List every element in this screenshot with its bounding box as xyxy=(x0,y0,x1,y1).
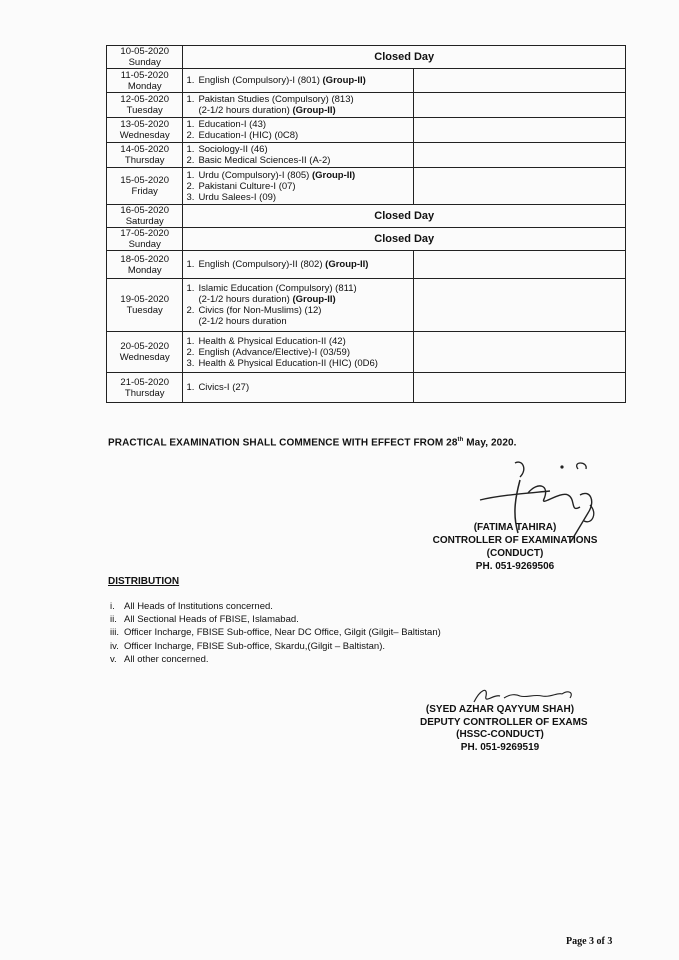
page-number: Page 3 of 3 xyxy=(566,936,613,947)
practical-sup: th xyxy=(457,437,464,443)
subjects-cell xyxy=(183,251,413,279)
table-row xyxy=(107,251,626,279)
closed-day-cell: Closed Day xyxy=(183,205,626,228)
subject-text-wrap xyxy=(198,75,409,86)
subject-list xyxy=(186,259,409,270)
subject-item xyxy=(186,155,409,166)
date-cell xyxy=(107,168,183,205)
subject-item xyxy=(186,144,409,155)
date-text: 18-05-2020 xyxy=(120,253,170,265)
subject-text-wrap xyxy=(198,119,409,130)
subject-text: English (Compulsory)-I (801) xyxy=(198,75,323,86)
subject-text-wrap xyxy=(198,283,409,305)
subject-text: Health & Physical Education-II (HIC) (0D6) xyxy=(198,357,378,369)
subject-item xyxy=(186,336,409,347)
deputy-name: (SYED AZHAR QAYYUM SHAH) xyxy=(425,704,575,715)
subject-number: 3. xyxy=(186,357,195,369)
subject-text: Health & Physical Education-II (42) xyxy=(198,335,346,347)
practical-notice xyxy=(108,437,517,448)
subjects-cell xyxy=(183,69,413,93)
table-row xyxy=(107,332,626,373)
roman-numeral: iv. xyxy=(110,640,119,652)
subject-number: 1. xyxy=(186,283,195,294)
blank-cell xyxy=(413,332,625,373)
closed-day-cell: Closed Day xyxy=(183,228,626,251)
date-sheet-table xyxy=(106,45,626,403)
roman-numeral: ii. xyxy=(110,614,117,626)
subject-text: Urdu Salees-I (09) xyxy=(198,191,277,203)
subject-text: Basic Medical Sciences-II (A-2) xyxy=(198,155,331,166)
day-text: Thursday xyxy=(124,155,165,166)
date-text: 13-05-2020 xyxy=(120,119,170,130)
date-cell xyxy=(107,205,183,228)
subject-number: 1. xyxy=(186,169,195,181)
duration-text: (2-1/2 hours duration xyxy=(198,316,287,327)
subject-text: Pakistani Culture-I (07) xyxy=(198,180,296,192)
subject-number: 1. xyxy=(186,259,195,270)
subject-item xyxy=(186,259,409,270)
controller-phone: PH. 051-9269506 xyxy=(475,561,555,572)
controller-block xyxy=(420,521,610,573)
controller-title: CONTROLLER OF EXAMINATIONS xyxy=(432,535,598,546)
blank-cell xyxy=(413,168,625,205)
subjects-cell xyxy=(183,332,413,373)
table-row xyxy=(107,69,626,93)
subject-list xyxy=(186,170,409,203)
date-cell xyxy=(107,118,183,143)
table-row xyxy=(107,228,626,251)
date-cell xyxy=(107,279,183,332)
subject-text: English (Compulsory)-II (802) xyxy=(198,259,326,270)
subject-text-wrap xyxy=(198,305,409,327)
distribution-text: Officer Incharge, FBISE Sub-office, Near DC Office, Gilgit (Gilgit– Baltistan) xyxy=(124,627,441,639)
subject-text-wrap xyxy=(198,170,409,181)
subject-list xyxy=(186,119,409,141)
controller-name: (FATIMA TAHIRA) xyxy=(473,522,557,533)
subject-item xyxy=(186,192,409,203)
day-text: Sunday xyxy=(128,57,161,68)
table-row xyxy=(107,118,626,143)
day-text: Monday xyxy=(127,264,162,276)
subject-number: 1. xyxy=(186,382,195,393)
distribution-text: All Sectional Heads of FBISE, Islamabad. xyxy=(124,614,299,626)
subject-number: 1. xyxy=(186,94,195,105)
date-cell xyxy=(107,93,183,118)
distribution-text: Officer Incharge, FBISE Sub-office, Skardu,(Gilgit – Baltistan). xyxy=(124,640,386,652)
table-row xyxy=(107,373,626,403)
date-text: 10-05-2020 xyxy=(120,46,170,57)
distribution-title: DISTRIBUTION xyxy=(108,576,180,587)
table-row xyxy=(107,143,626,168)
subject-text-wrap xyxy=(198,336,409,347)
subject-item xyxy=(186,283,409,305)
subjects-cell xyxy=(183,143,413,168)
blank-cell xyxy=(413,373,625,403)
table-row xyxy=(107,205,626,228)
subject-text-wrap xyxy=(198,382,409,393)
blank-cell xyxy=(413,279,625,332)
day-text: Tuesday xyxy=(126,305,163,316)
blank-cell xyxy=(413,118,625,143)
day-text: Wednesday xyxy=(119,352,170,363)
subject-list xyxy=(186,144,409,166)
subject-text: Urdu (Compulsory)-I (805) xyxy=(198,169,312,181)
blank-cell xyxy=(413,69,625,93)
subject-text-wrap xyxy=(198,94,409,116)
subject-item xyxy=(186,94,409,116)
day-text: Saturday xyxy=(125,216,164,227)
subjects-cell xyxy=(183,93,413,118)
subject-continuation xyxy=(198,316,409,327)
date-cell xyxy=(107,143,183,168)
deputy-block xyxy=(420,704,588,754)
deputy-title: DEPUTY CONTROLLER OF EXAMS xyxy=(420,716,588,728)
date-cell xyxy=(107,69,183,93)
subject-item xyxy=(186,170,409,181)
subject-list xyxy=(186,94,409,116)
subject-text: Education-I (HIC) (0C8) xyxy=(198,130,299,141)
date-text: 14-05-2020 xyxy=(120,144,170,155)
practical-tail: May, 2020. xyxy=(463,437,517,449)
subject-list xyxy=(186,75,409,86)
subject-text-wrap xyxy=(198,144,409,155)
subject-text-wrap xyxy=(198,358,409,369)
distribution-text: All Heads of Institutions concerned. xyxy=(124,601,273,612)
date-cell xyxy=(107,332,183,373)
list-item xyxy=(110,626,441,639)
subject-number: 2. xyxy=(186,130,195,141)
blank-cell xyxy=(413,93,625,118)
subject-number: 2. xyxy=(186,180,195,192)
subject-number: 2. xyxy=(186,155,195,166)
subjects-cell xyxy=(183,373,413,403)
subject-number: 1. xyxy=(186,335,195,347)
group-label: (Group-II) xyxy=(311,169,356,181)
blank-cell xyxy=(413,143,625,168)
subject-number: 3. xyxy=(186,191,195,203)
roman-numeral: iii. xyxy=(110,627,119,639)
date-text: 19-05-2020 xyxy=(120,294,170,305)
list-item xyxy=(110,653,441,666)
day-text: Friday xyxy=(131,186,158,197)
day-text: Monday xyxy=(127,80,162,92)
subject-item xyxy=(186,358,409,369)
duration-text: (2-1/2 hours duration) xyxy=(198,294,293,305)
subjects-cell xyxy=(183,118,413,143)
subject-text: Education-I (43) xyxy=(198,119,267,130)
subject-text-wrap xyxy=(198,181,409,192)
subject-text: Civics-I (27) xyxy=(198,382,250,393)
subject-continuation xyxy=(198,105,409,116)
subject-item xyxy=(186,382,409,393)
subject-continuation xyxy=(198,294,409,305)
subject-list xyxy=(186,283,409,327)
table-row xyxy=(107,168,626,205)
roman-numeral: v. xyxy=(110,653,117,665)
subjects-cell xyxy=(183,168,413,205)
subject-item xyxy=(186,130,409,141)
list-item xyxy=(110,613,441,626)
subject-item xyxy=(186,347,409,358)
table-row xyxy=(107,93,626,118)
deputy-phone: PH. 051-9269519 xyxy=(460,741,540,753)
date-text: 16-05-2020 xyxy=(120,205,170,216)
date-cell xyxy=(107,46,183,69)
subject-text-wrap xyxy=(198,192,409,203)
subject-text-wrap xyxy=(198,347,409,358)
duration-text: (2-1/2 hours duration) xyxy=(198,105,293,116)
subject-text-wrap xyxy=(198,155,409,166)
subject-text: Sociology-II (46) xyxy=(198,144,268,155)
date-text: 12-05-2020 xyxy=(120,94,170,105)
subject-text: Civics (for Non-Muslims) (12) xyxy=(198,305,322,316)
subject-item xyxy=(186,119,409,130)
subject-number: 2. xyxy=(186,346,195,358)
subject-number: 2. xyxy=(186,305,195,316)
subject-number: 1. xyxy=(186,75,195,86)
distribution-list xyxy=(110,600,441,666)
group-label: (Group-II) xyxy=(325,259,369,270)
day-text: Sunday xyxy=(128,239,161,250)
subject-item xyxy=(186,305,409,327)
practical-text: PRACTICAL EXAMINATION SHALL COMMENCE WITH EFFECT FROM 28 xyxy=(108,437,458,449)
date-cell xyxy=(107,373,183,403)
subject-list xyxy=(186,382,409,393)
group-label: (Group-II) xyxy=(292,105,336,116)
subject-item xyxy=(186,181,409,192)
table-row xyxy=(107,279,626,332)
list-item xyxy=(110,600,441,613)
deputy-signature xyxy=(470,684,580,706)
subject-text: Islamic Education (Compulsory) (811) xyxy=(198,283,357,294)
subject-text: Pakistan Studies (Compulsory) (813) xyxy=(198,94,354,105)
date-text: 15-05-2020 xyxy=(120,175,170,186)
subject-text: English (Advance/Elective)-I (03/59) xyxy=(198,346,350,358)
subjects-cell xyxy=(183,279,413,332)
controller-dept: (CONDUCT) xyxy=(486,548,544,559)
date-cell xyxy=(107,228,183,251)
group-label: (Group-II) xyxy=(292,294,336,305)
group-label: (Group-II) xyxy=(322,75,366,86)
day-text: Wednesday xyxy=(119,130,170,141)
date-cell xyxy=(107,251,183,279)
date-text: 11-05-2020 xyxy=(120,69,169,81)
date-text: 20-05-2020 xyxy=(120,341,170,352)
subject-number: 1. xyxy=(186,144,195,155)
subject-item xyxy=(186,75,409,86)
subject-text-wrap xyxy=(198,130,409,141)
subject-text-wrap xyxy=(198,259,409,270)
table-row xyxy=(107,46,626,69)
closed-day-cell: Closed Day xyxy=(183,46,626,69)
blank-cell xyxy=(413,251,625,279)
distribution-text: All other concerned. xyxy=(124,653,209,665)
subject-list xyxy=(186,336,409,369)
list-item xyxy=(110,640,441,653)
date-text: 17-05-2020 xyxy=(120,228,170,239)
day-text: Tuesday xyxy=(126,105,163,116)
date-text: 21-05-2020 xyxy=(120,376,170,388)
day-text: Thursday xyxy=(124,387,165,399)
deputy-dept: (HSSC-CONDUCT) xyxy=(456,729,544,740)
roman-numeral: i. xyxy=(110,601,115,612)
subject-number: 1. xyxy=(186,119,195,130)
